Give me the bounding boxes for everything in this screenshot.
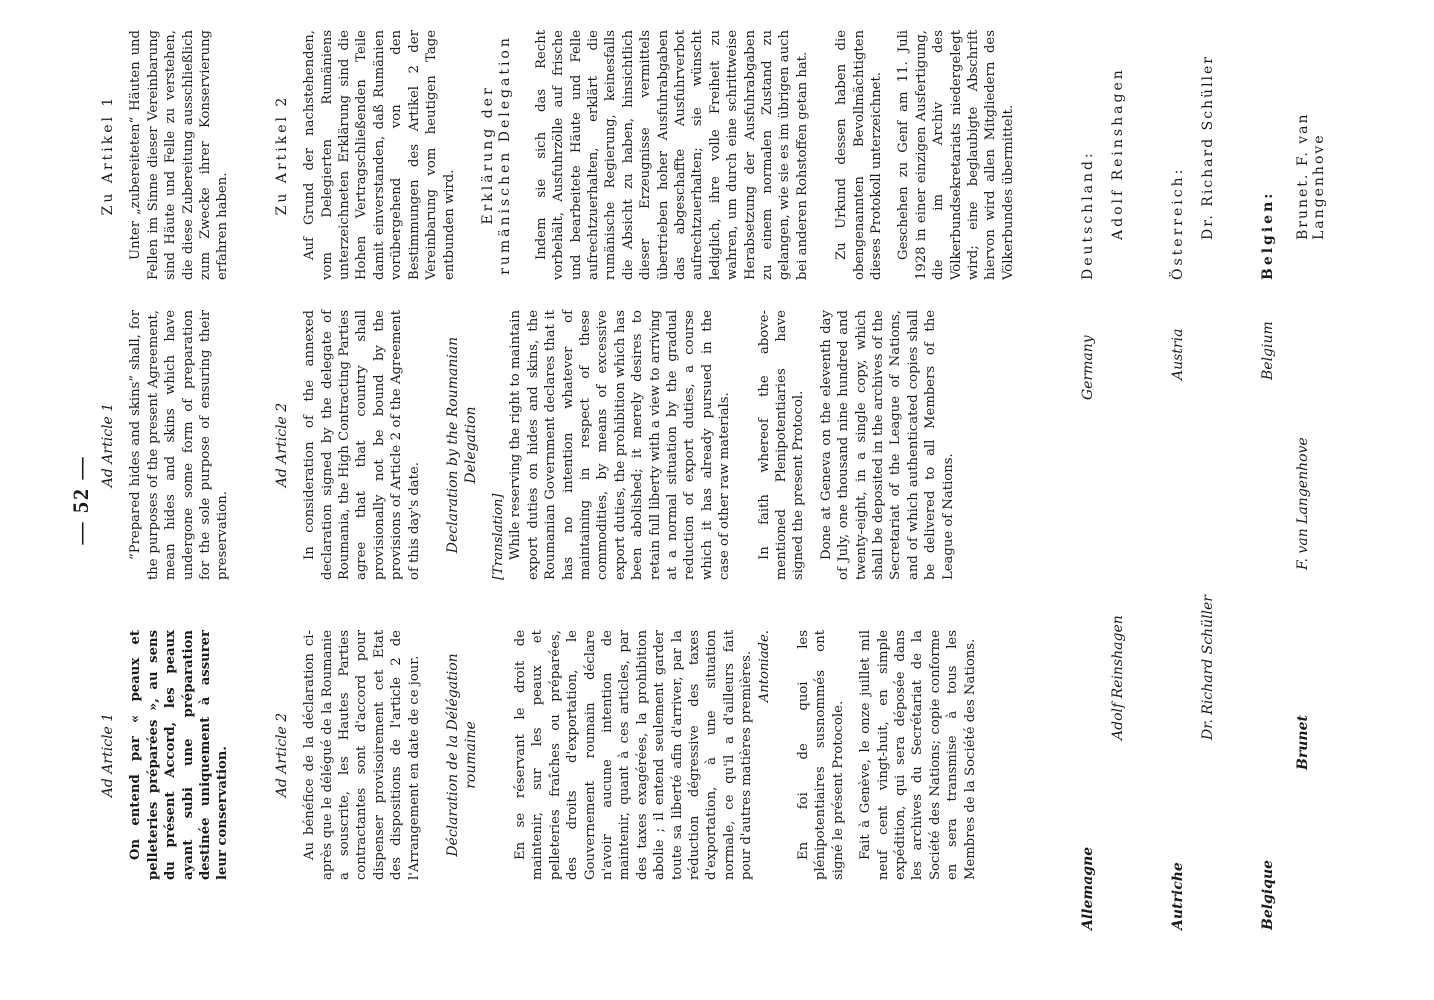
sig-fr-country-germany: Allemagne: [1080, 846, 1096, 930]
en-heading-declaration: Declaration by the Roumanian Delegation: [445, 336, 479, 554]
de-heading-declaration: Erklärung der rumänischen Delegation: [479, 35, 514, 275]
de-heading-article-1: Zu Artikel 1: [100, 94, 116, 216]
sig-en-country-belgium: Belgium: [1260, 321, 1276, 380]
fr-signatory-antoniade: Antoniade.: [756, 630, 772, 703]
sig-name-brunet: Brunet: [1295, 715, 1311, 770]
fr-paragraph-article-2: Au bénéfice de la déclaration ci-après que le délégué de la Roumanie a souscrite, les Hautes Parties contractantes sont d'accord pour dispenser provisoirement cet Etat des dispositions de l'article 2 de l'Arrangement en date de ce jour.: [302, 630, 422, 880]
fr-paragraph-done-at: Fait à Genève, le onze juillet mil neuf cent vingt-huit, en simple expédition, qui sera déposée dans les archives du Secrétariat de la Société des Nations; copie conforme en sera transmise à tous les Membres de la Société des Nations.: [858, 630, 978, 880]
sig-name-van-langenhove: F. van Langenhove: [1295, 437, 1311, 570]
fr-paragraph-in-faith: En foi de quoi les plénipotentiaires susnommés ont signé le présent Protocole.: [796, 630, 846, 880]
sig-fr-country-belgium: Belgique: [1260, 859, 1276, 930]
page-number: — 52 —: [68, 455, 93, 545]
fr-paragraph-declaration: En se réservant le droit de maintenir, sur les peaux et pelleteries fraîches ou préparées, des droits d'exportation, le Gouvernement roumain déclare n'avoir aucune intention de maintenir, quant à ces articles, par des taxes exagérées, la prohibition abolie ; il entend seulement garder toute sa liberté afin d'arriver, par la réduction dégressive des taxes d'exportation, à une situation normale, ce qu'il a d'ailleurs fait pour d'autres matières premières.: [512, 630, 755, 880]
fr-heading-article-2: Ad Article 2: [273, 712, 290, 798]
sig-en-country-austria: Austria: [1170, 328, 1186, 380]
sig-de-name-reinshagen: Adolf Reinshagen: [1110, 67, 1126, 240]
sig-name-reinshagen: Adolf Reinshagen: [1110, 615, 1126, 740]
de-paragraph-article-2: Auf Grund der nachstehenden, vom Delegierten Rumäniens unterzeichneten Erklärung sind die Hohen Vertragschließenden Teile damit einverstanden, daß Rumänien vorübergehend von den Bestimmungen des Artikel 2 der Vereinbarung vom heutigen Tage entbunden wird.: [302, 30, 457, 280]
sig-de-country-austria: Österreich:: [1170, 166, 1186, 280]
en-paragraph-declaration: While reserving the right to maintain export duties on hides and skins, the Roumanian Government declares that it has no intention whatever of maintaining in respect of these commodities, by means of excessive export duties, the prohibition which has been abolished; it merely desires to retain full liberty with a view to arriving at a normal situation by the gradual reduction of export duties, a course which it has already pursued in the case of other raw materials.: [508, 310, 733, 580]
de-paragraph-done-at: Geschehen zu Genf am 11. Juli 1928 in einer einzigen Ausfertigung, die im Archiv des Völkerbundsekretariats niedergelegt wird; eine beglaubigte Abschrift hiervon wird allen Mitgliedern des Völkerbundes übermittelt.: [896, 30, 1016, 280]
de-paragraph-declaration: Indem sie sich das Recht vorbehält, Ausfuhrzölle auf frische und bearbeitete Häute und Felle aufrechtzuerhalten, erklärt die rumänische Regierung, keinesfalls die Absicht zu haben, hinsichtlich dieser Erzeugnisse vermittels übertrieben hoher Ausfuhrabgaben das abgeschaffte Ausfuhrverbot aufrechtzuerhalten; sie wünscht lediglich, ihre volle Freiheit zu wahren, um durch eine schrittweise Herabsetzung der Ausfuhrabgaben zu einem normalen Zustand zu gelangen, wie sie es im übrigen auch bei anderen Rohstoffen getan hat.: [533, 30, 810, 280]
fr-heading-declaration: Déclaration de la Délégation roumaine: [445, 653, 479, 857]
de-heading-article-2: Zu Artikel 2: [273, 94, 290, 216]
en-paragraph-in-faith: In faith whereof the above-mentioned Plenipotentiaries have signed the present Protocol.: [756, 310, 807, 580]
de-paragraph-in-faith: Zu Urkund dessen haben die obengenannten Bevollmächtigten dieses Protokoll unterzeichnet.: [834, 30, 885, 280]
sig-name-schuller: Dr. Richard Schüller: [1200, 594, 1216, 740]
sig-fr-country-austria: Autriche: [1170, 862, 1186, 930]
sig-de-country-germany: Deutschland:: [1080, 150, 1096, 280]
sig-de-name-schuller: Dr. Richard Schüller: [1200, 54, 1216, 240]
de-paragraph-article-1: Unter „zubereiteten“ Häuten und Fellen im Sinne dieser Vereinbarung sind Häute und Felle zu verstehen, die diese Zubereitung ausschließlich zum Zwecke ihrer Konservierung erfahren haben.: [128, 30, 231, 280]
sig-de-name-belgium: Brunet. F. van Langenhove: [1295, 112, 1327, 240]
en-translation-note: [Translation]: [490, 493, 506, 580]
en-paragraph-article-1: “Prepared hides and skins” shall, for the purposes of the present Agreement, mean hides and skins which have undergone some form of preparation for the sole purpose of ensuring their preservation.: [128, 310, 231, 580]
signature-block: [1080, 0, 1380, 1000]
fr-paragraph-article-1: On entend par « peaux et pelleteries préparées », au sens du présent Accord, les peaux ayant subi une préparation destinée uniquement à assurer leur conservation.: [128, 630, 231, 880]
fr-heading-article-1: Ad Article 1: [100, 712, 116, 798]
sig-en-country-germany: Germany: [1080, 335, 1096, 400]
digitization-side-note: [1400, 12, 1430, 392]
en-heading-article-2: Ad Article 2: [273, 402, 290, 488]
en-heading-article-1: Ad Article 1: [100, 402, 116, 488]
sig-de-country-belgium: Belgien:: [1260, 190, 1276, 280]
en-paragraph-done-at: Done at Geneva on the eleventh day of July, one thousand nine hundred and twenty-eight, in a single copy, which shall be deposited in the archives of the Secretariat of the League of Nations, and of which authenticated copies shall be delivered to all Members of the League of Nations.: [818, 310, 956, 580]
en-paragraph-article-2: In consideration of the annexed declaration signed by the delegate of Roumania, the High Contracting Parties agree that that country shall provisionally not be bound by the provisions of Article 2 of the Agreement of this day's date.: [302, 310, 422, 580]
